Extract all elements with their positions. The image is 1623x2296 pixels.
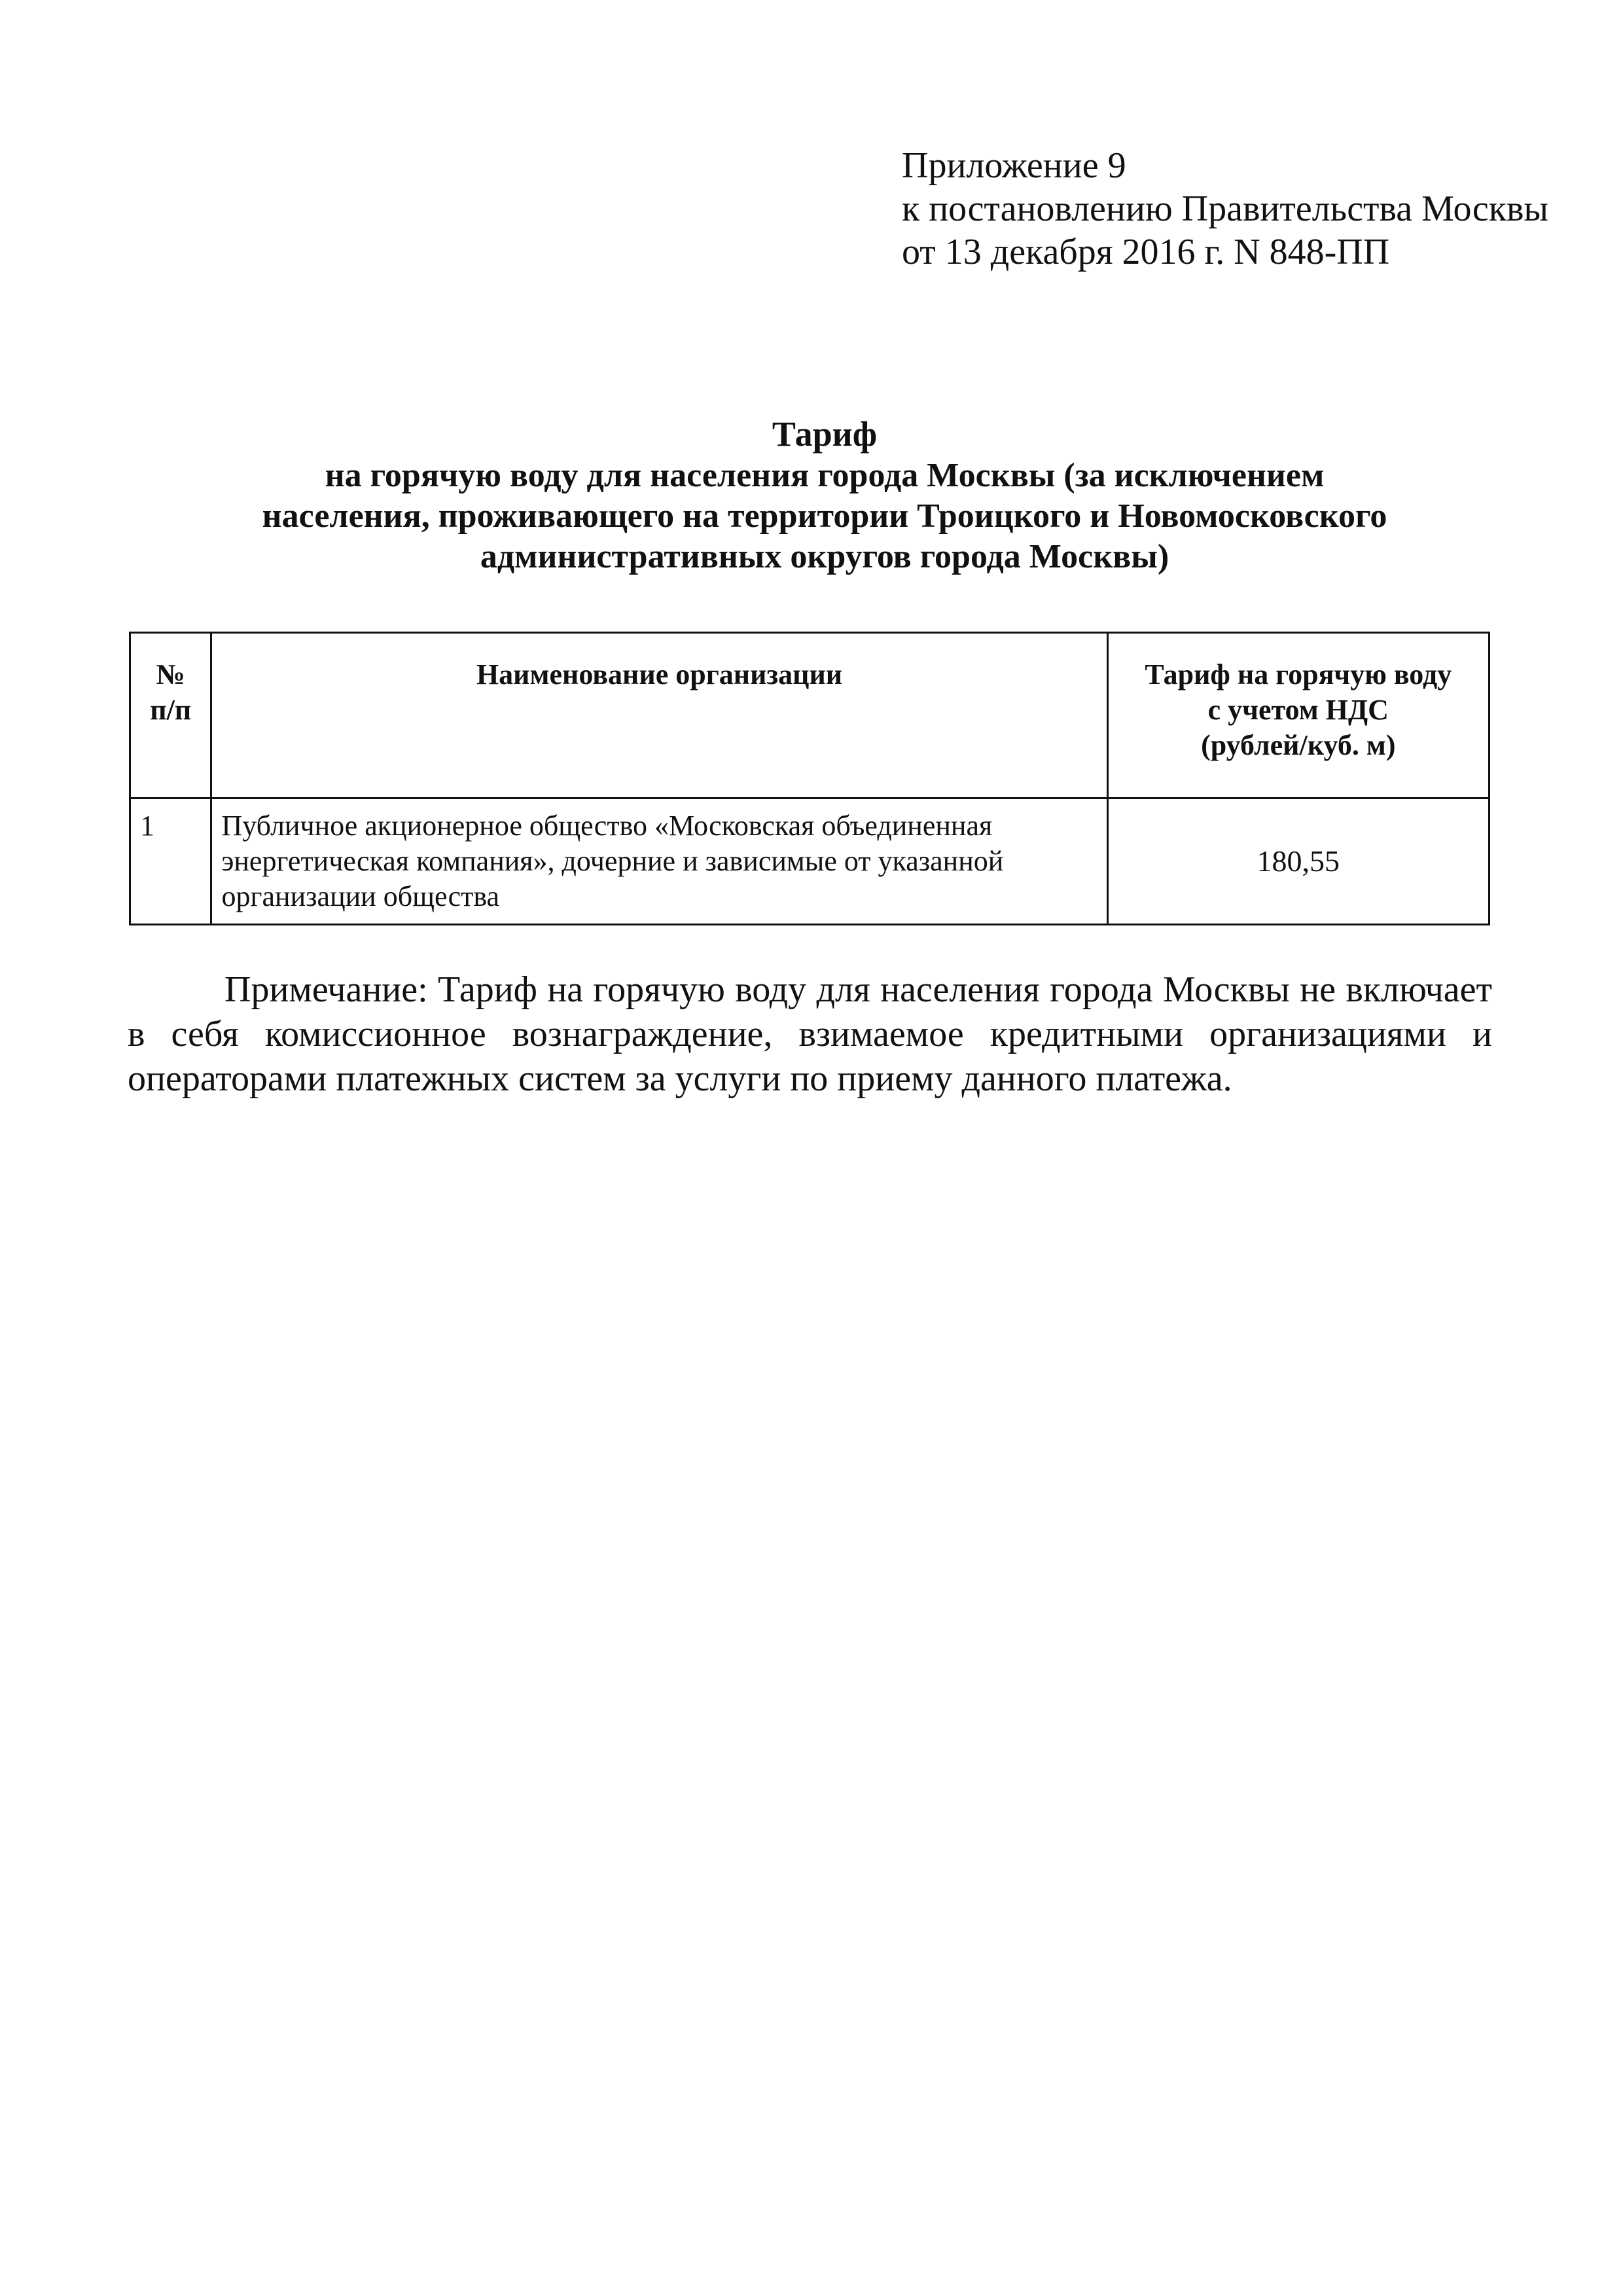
appendix-number: Приложение 9 — [902, 145, 1126, 186]
tariff-table — [129, 632, 1490, 925]
row-tariff-value: 180,55 — [1107, 798, 1489, 925]
appendix-resolution: к постановлению Правительства Москвы — [902, 188, 1549, 229]
header-number: № п/п — [130, 633, 211, 798]
title-line-2: населения, проживающего на территории Троицкого и Новомосковского — [262, 497, 1387, 535]
row-organization: Публичное акционерное общество «Московская объединенная энергетическая компания», дочерние и зависимые от указанной организации общества — [211, 798, 1107, 925]
title-line-3: административных округов города Москвы) — [480, 538, 1169, 575]
table-header-row — [130, 633, 1489, 798]
document-title — [118, 412, 1531, 577]
note-paragraph: Примечание: Тариф на горячую воду для населения города Москвы не включает в себя комиссионное вознаграждение, взимаемое кредитными организациями и операторами платежных систем за услуги по приему данного платежа. — [128, 969, 1492, 1099]
appendix-date: от 13 декабря 2016 г. N 848-ПП — [902, 232, 1390, 272]
title-main: Тариф — [772, 414, 878, 454]
title-line-1: на горячую воду для населения города Москвы (за исключением — [325, 457, 1325, 494]
header-tariff: Тариф на горячую воду с учетом НДС (рублей/куб. м) — [1107, 633, 1489, 798]
header-organization: Наименование организации — [211, 633, 1107, 798]
appendix-reference — [902, 144, 1548, 274]
row-number: 1 — [130, 798, 211, 925]
table-row — [130, 798, 1489, 925]
